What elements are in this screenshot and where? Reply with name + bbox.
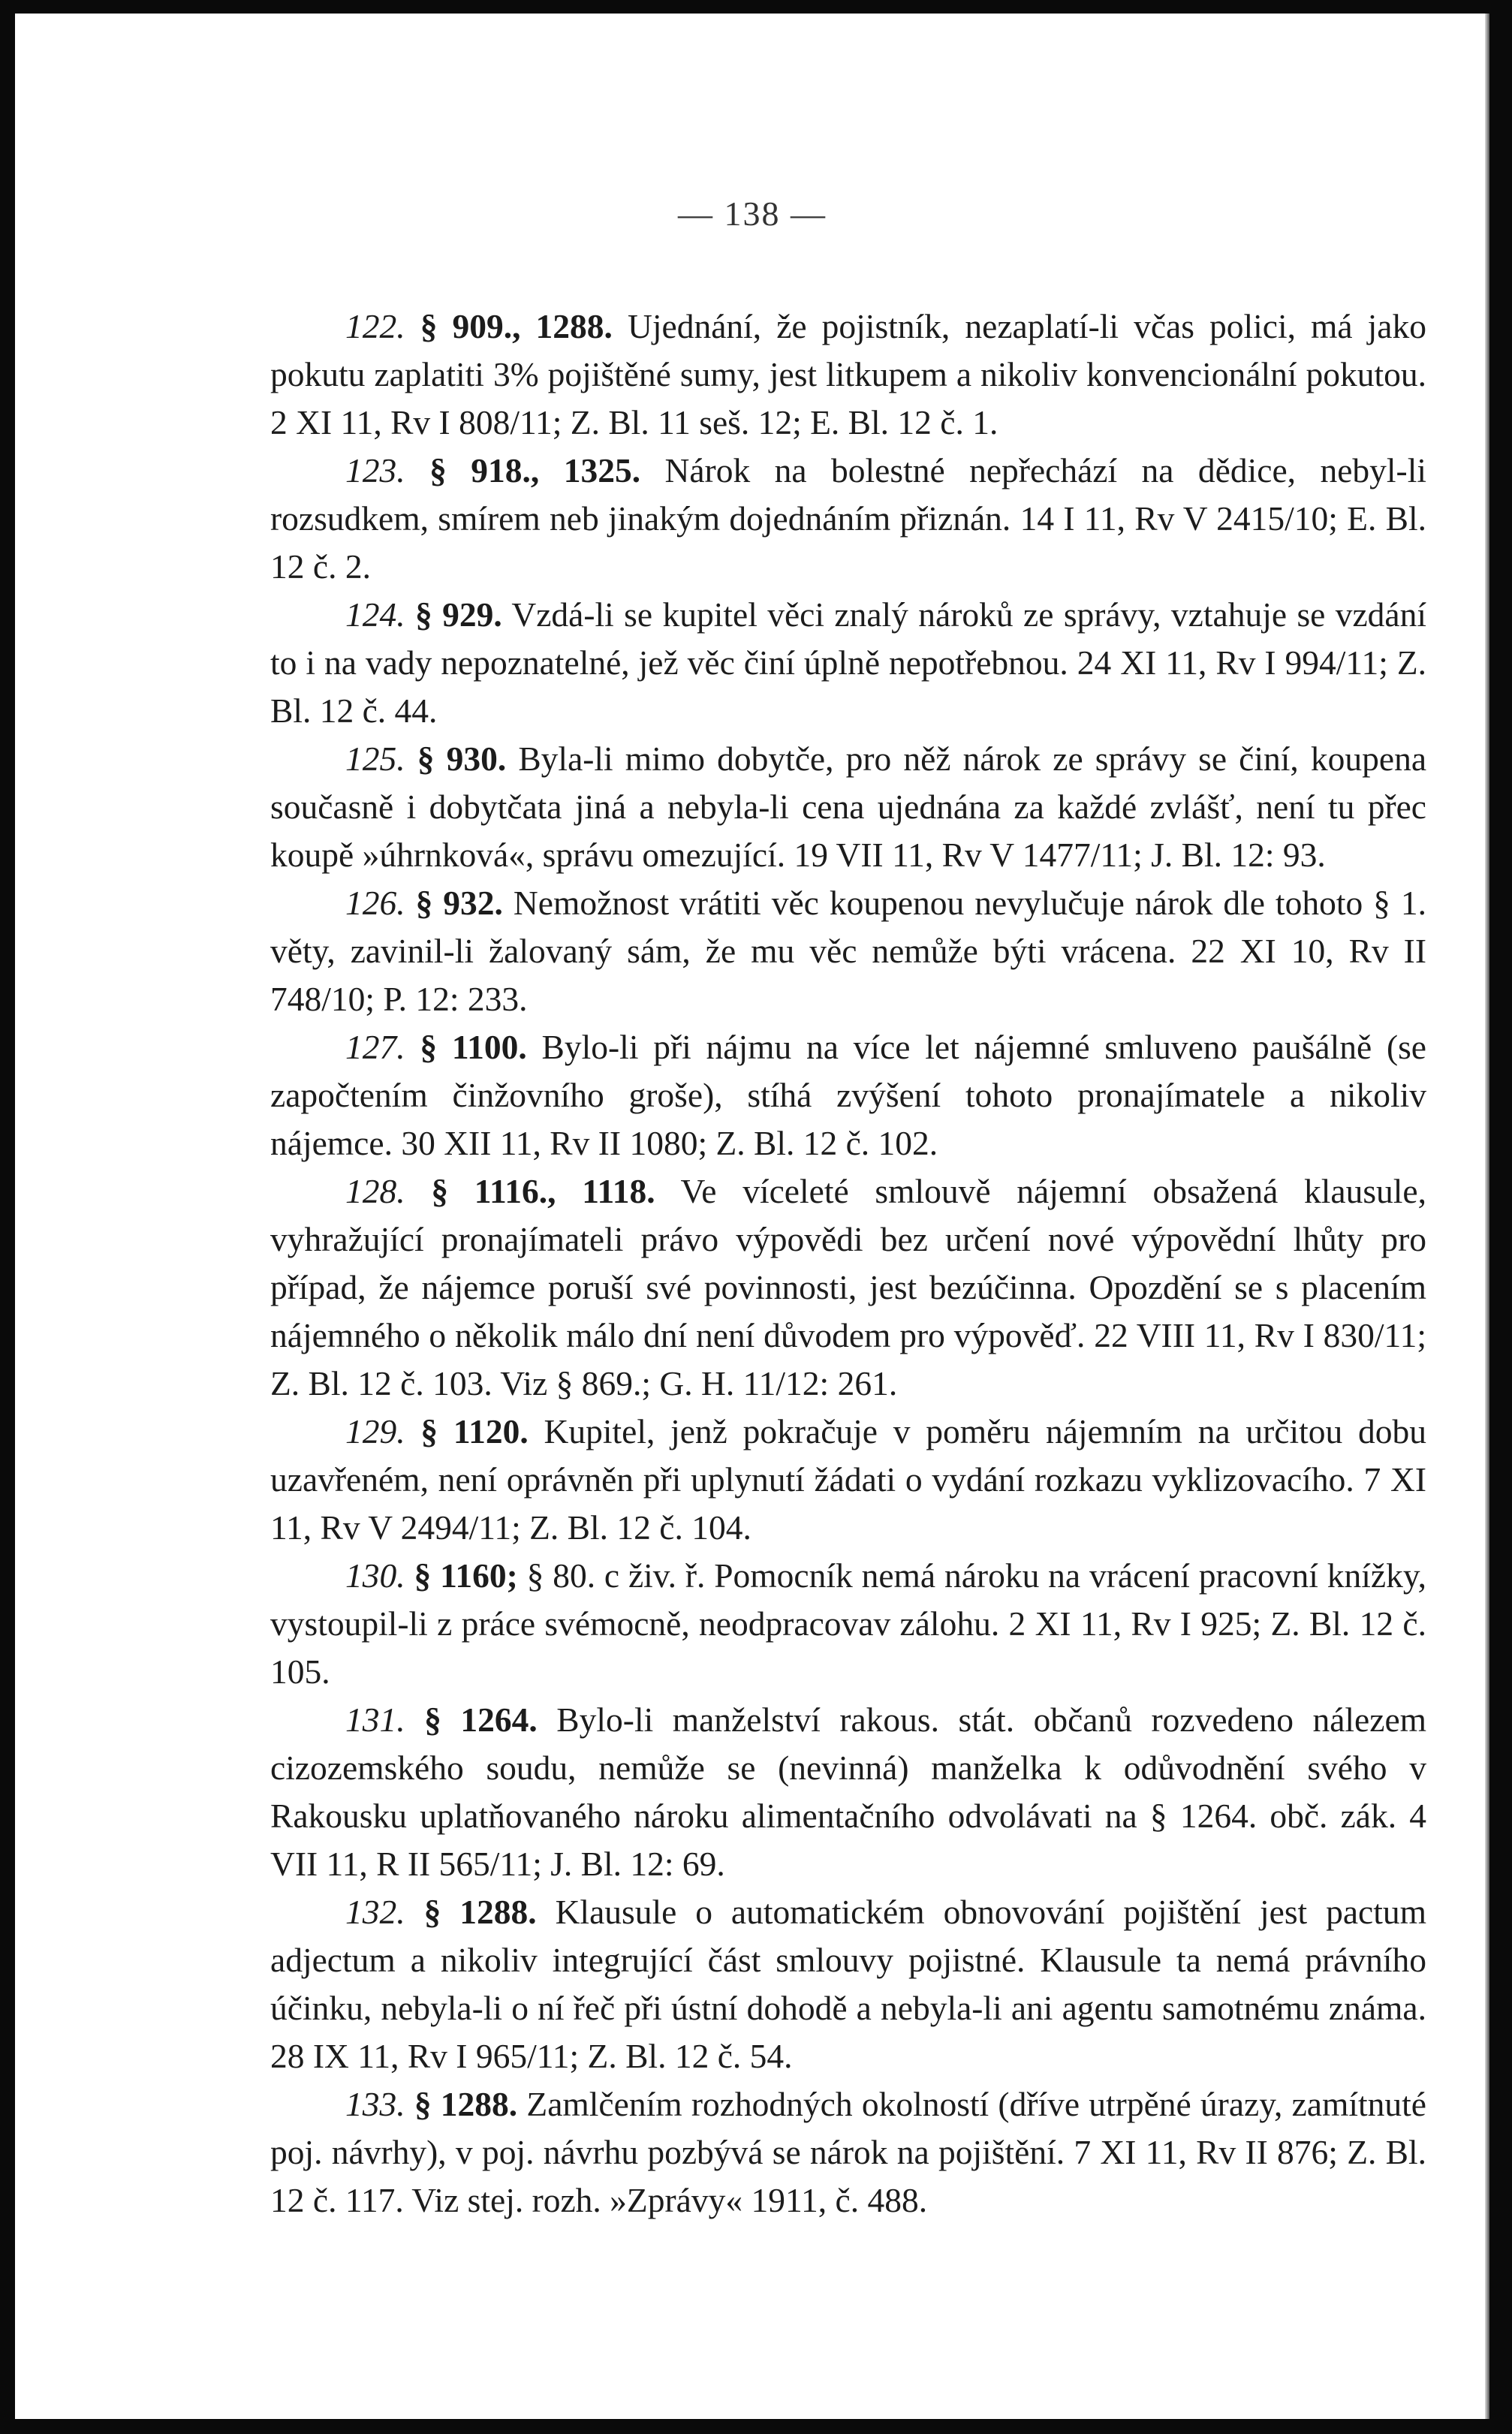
entry-133 xyxy=(270,2080,1426,2225)
entry-number: 124. xyxy=(345,595,405,634)
entry-text: Ve víceleté smlouvě nájemní obsažená klausule, vyhražující pronajímateli právo výpovědi bez určení nové výpovědní lhůty pro případ, že nájemce poruší své povinnosti, jest bezúčinna. Opozdění se s placením nájemného o několik málo dní není důvodem pro výpověď. 22 VIII 11, Rv I 830/11; Z. Bl. 12 č. 103. Viz § 869.; G. H. 11/12: 261. xyxy=(270,1172,1426,1402)
entry-text: Kupitel, jenž pokračuje v poměru nájemním na určitou dobu uzavřeném, není oprávněn při uplynutí žádati o vydání rozkazu vyklizovacího. 7 XI 11, Rv V 2494/11; Z. Bl. 12 č. 104. xyxy=(270,1412,1427,1547)
entry-reference: § 1116., 1118. xyxy=(431,1172,655,1210)
document-page xyxy=(15,14,1489,2419)
entry-128 xyxy=(270,1167,1426,1408)
entry-number: 133. xyxy=(345,2085,405,2123)
entry-130 xyxy=(270,1552,1426,1696)
entry-text: Zamlčením rozhodných okolností (dříve utrpěné úrazy, zamítnuté poj. návrhy), v poj. návrhu pozbývá se nárok na pojištění. 7 XI 11, Rv II 876; Z. Bl. 12 č. 117. Viz stej. rozh. »Zprávy« 1911, č. 488. xyxy=(270,2085,1427,2219)
entry-reference: § 1100. xyxy=(420,1028,527,1066)
entry-text: Klausule o automatickém obnovování pojištění jest pactum adjectum a nikoliv integrující část smlouvy pojistné. Klausule ta nemá právního účinku, nebyla-li o ní řeč při ústní dohodě a nebyla-li ani agentu samotnému známa. 28 IX 11, Rv I 965/11; Z. Bl. 12 č. 54. xyxy=(270,1893,1427,2075)
entry-reference: § 1120. xyxy=(420,1412,529,1450)
entry-reference: § 918., 1325. xyxy=(429,451,641,490)
entry-number: 132. xyxy=(345,1893,405,1931)
entry-131 xyxy=(270,1696,1426,1888)
entry-number: 128. xyxy=(345,1172,405,1210)
entry-reference: § 932. xyxy=(415,884,503,922)
entry-reference: § 1288. xyxy=(414,2085,518,2123)
entry-125 xyxy=(270,735,1426,879)
entry-number: 125. xyxy=(345,740,405,778)
entry-text: § 80. c živ. ř. Pomocník nemá nároku na vrácení pracovní knížky, vystoupil-li z práce svémocně, neodpracovav zálohu. 2 XI 11, Rv I 925; Z. Bl. 12 č. 105. xyxy=(270,1556,1427,1691)
entry-number: 126. xyxy=(345,884,405,922)
entry-129 xyxy=(270,1408,1426,1552)
entries-list xyxy=(270,303,1426,2225)
entry-reference: § 909., 1288. xyxy=(420,307,613,345)
entry-122 xyxy=(270,303,1426,447)
entry-text: Ujednání, že pojistník, nezaplatí-li včas polici, má jako pokutu zaplatiti 3% pojištěné sumy, jest litkupem a nikoliv konvencionální pokutou. 2 XI 11, Rv I 808/11; Z. Bl. 11 seš. 12; E. Bl. 12 č. 1. xyxy=(270,307,1427,441)
page-number: — 138 — xyxy=(678,194,827,233)
entry-number: 123. xyxy=(345,451,405,490)
entry-text: Bylo-li manželství rakous. stát. občanů rozvedeno nálezem cizozemského soudu, nemůže se (nevinná) manželka k odůvodnění svého v Rakousku uplatňovaného nároku alimentačního odvolávati na § 1264. obč. zák. 4 VII 11, R II 565/11; J. Bl. 12: 69. xyxy=(270,1700,1427,1883)
entry-reference: § 930. xyxy=(417,740,507,778)
entry-127 xyxy=(270,1023,1426,1167)
entry-number: 122. xyxy=(345,307,405,345)
entry-reference: § 1264. xyxy=(424,1700,538,1739)
entry-126 xyxy=(270,879,1426,1023)
entry-reference: § 1288. xyxy=(423,1893,537,1931)
entry-text: Vzdá-li se kupitel věci znalý nároků ze správy, vztahuje se vzdání to i na vady nepoznatelné, jež věc činí úplně nepotřebnou. 24 XI 11, Rv I 994/11; Z. Bl. 12 č. 44. xyxy=(270,595,1427,730)
entry-number: 131. xyxy=(345,1700,405,1739)
entry-text: Byla-li mimo dobytče, pro něž nárok ze správy se činí, koupena současně i dobytčata jiná a nebyla-li cena ujednána za každé zvlášť, není tu přec koupě »úhrnková«, správu omezující. 19 VII 11, Rv V 1477/11; J. Bl. 12: 93. xyxy=(270,740,1427,874)
entry-reference: § 929. xyxy=(415,595,502,634)
entry-reference: § 1160; xyxy=(414,1556,518,1595)
entry-text: Nemožnost vrátiti věc koupenou nevylučuje nárok dle tohoto § 1. věty, zavinil-li žalovaný sám, že mu věc nemůže býti vrácena. 22 XI 10, Rv II 748/10; P. 12: 233. xyxy=(270,884,1427,1018)
entry-123 xyxy=(270,447,1426,591)
entry-number: 130. xyxy=(345,1556,405,1595)
entry-text: Nárok na bolestné nepřechází na dědice, nebyl-li rozsudkem, smírem neb jinakým dojednáním přiznán. 14 I 11, Rv V 2415/10; E. Bl. 12 č. 2. xyxy=(270,451,1426,586)
entry-124 xyxy=(270,591,1426,735)
entry-number: 129. xyxy=(345,1412,405,1450)
entry-132 xyxy=(270,1888,1426,2080)
entry-number: 127. xyxy=(345,1028,405,1066)
entry-text: Bylo-li při nájmu na více let nájemné smluveno paušálně (se započtením činžovního groše), stíhá zvýšení tohoto pronajímatele a nikoliv nájemce. 30 XII 11, Rv II 1080; Z. Bl. 12 č. 102. xyxy=(270,1028,1427,1162)
